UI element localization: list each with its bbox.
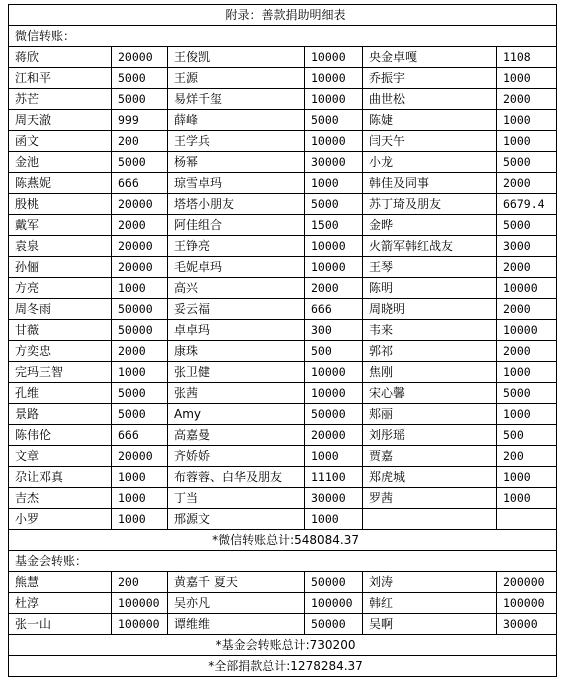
donation-amount: 20000 xyxy=(112,194,168,215)
donation-table xyxy=(8,4,557,677)
table-row xyxy=(9,278,557,299)
table-row xyxy=(9,257,557,278)
donor-name: 邢源文 xyxy=(168,509,305,530)
donor-name: 丁当 xyxy=(168,488,305,509)
donation-amount: 2000 xyxy=(497,257,557,278)
donation-amount: 1108 xyxy=(497,47,557,68)
donation-amount: 666 xyxy=(112,425,168,446)
title-row xyxy=(9,5,557,26)
donor-name: 张一山 xyxy=(9,614,112,635)
donor-name: 火箭军韩红战友 xyxy=(363,236,497,257)
donor-name: 王学兵 xyxy=(168,131,305,152)
table-row xyxy=(9,131,557,152)
donor-name: 高兴 xyxy=(168,278,305,299)
donor-name: 周天澈 xyxy=(9,110,112,131)
donor-name: 易烊千玺 xyxy=(168,89,305,110)
donation-amount: 5000 xyxy=(112,152,168,173)
donation-amount: 1000 xyxy=(112,362,168,383)
donation-amount: 100000 xyxy=(497,593,557,614)
donation-amount: 500 xyxy=(305,341,363,362)
donation-amount: 200000 xyxy=(497,572,557,593)
donation-amount: 500 xyxy=(497,425,557,446)
wechat-total: *微信转账总计:548084.37 xyxy=(9,530,557,551)
donor-name: Amy xyxy=(168,404,305,425)
donor-name: 尕让邓真 xyxy=(9,467,112,488)
donor-name: 刘涛 xyxy=(363,572,497,593)
donor-name: 卓卓玛 xyxy=(168,320,305,341)
donor-name: 杨幂 xyxy=(168,152,305,173)
foundation-total-row xyxy=(9,635,557,656)
table-row xyxy=(9,320,557,341)
donor-name: 孔维 xyxy=(9,383,112,404)
donor-name: 苏丁琦及朋友 xyxy=(363,194,497,215)
donation-amount: 1000 xyxy=(497,404,557,425)
donation-amount: 5000 xyxy=(112,404,168,425)
donor-name: 景路 xyxy=(9,404,112,425)
donation-amount: 1000 xyxy=(497,467,557,488)
donation-amount: 30000 xyxy=(497,614,557,635)
table-row xyxy=(9,89,557,110)
table-row xyxy=(9,488,557,509)
donation-amount: 30000 xyxy=(305,152,363,173)
donation-amount: 50000 xyxy=(305,572,363,593)
donor-name: 曲世松 xyxy=(363,89,497,110)
donor-name: 韩红 xyxy=(363,593,497,614)
donation-amount: 1000 xyxy=(497,68,557,89)
donor-name: 孙俪 xyxy=(9,257,112,278)
donation-amount: 10000 xyxy=(305,257,363,278)
table-row xyxy=(9,467,557,488)
table-row xyxy=(9,110,557,131)
table-row xyxy=(9,446,557,467)
donor-name: 甘薇 xyxy=(9,320,112,341)
table-row xyxy=(9,404,557,425)
donor-name: 陈伟伦 xyxy=(9,425,112,446)
donation-amount: 1000 xyxy=(305,173,363,194)
table-row xyxy=(9,425,557,446)
donor-name: 谭维维 xyxy=(168,614,305,635)
donor-name: 黄嘉千 夏天 xyxy=(168,572,305,593)
donor-name: 殷桃 xyxy=(9,194,112,215)
donor-name: 高嘉曼 xyxy=(168,425,305,446)
table-row xyxy=(9,362,557,383)
donation-amount: 20000 xyxy=(112,47,168,68)
grand-total: *全部捐款总计:1278284.37 xyxy=(9,656,557,677)
donation-amount: 1000 xyxy=(112,278,168,299)
donation-amount xyxy=(497,509,557,530)
donation-amount: 2000 xyxy=(112,215,168,236)
donor-name: 方奕忠 xyxy=(9,341,112,362)
table-row xyxy=(9,383,557,404)
donation-amount: 10000 xyxy=(305,236,363,257)
donor-name: 江和平 xyxy=(9,68,112,89)
donation-amount: 200 xyxy=(112,572,168,593)
donor-name: 琼雪卓玛 xyxy=(168,173,305,194)
donor-name: 戴军 xyxy=(9,215,112,236)
table-row xyxy=(9,614,557,635)
donation-amount: 20000 xyxy=(112,257,168,278)
donor-name: 刘彤瑶 xyxy=(363,425,497,446)
donation-amount: 20000 xyxy=(112,446,168,467)
donor-name: 金池 xyxy=(9,152,112,173)
donor-name: 贾嘉 xyxy=(363,446,497,467)
donation-amount: 10000 xyxy=(305,89,363,110)
donor-name: 杜淳 xyxy=(9,593,112,614)
donor-name: 吴啊 xyxy=(363,614,497,635)
donor-name: 王琴 xyxy=(363,257,497,278)
table-row xyxy=(9,47,557,68)
section-header-row xyxy=(9,26,557,47)
donor-name: 韦来 xyxy=(363,320,497,341)
donation-amount: 5000 xyxy=(497,383,557,404)
donor-name: 郏丽 xyxy=(363,404,497,425)
donation-amount: 5000 xyxy=(305,194,363,215)
donation-amount: 1000 xyxy=(305,509,363,530)
donation-amount: 200 xyxy=(112,131,168,152)
table-row xyxy=(9,236,557,257)
donation-amount: 10000 xyxy=(497,278,557,299)
donation-amount: 50000 xyxy=(305,614,363,635)
table-title: 附录：善款捐助明细表 xyxy=(9,5,557,26)
donor-name: 张卫健 xyxy=(168,362,305,383)
foundation-section-header: 基金会转账： xyxy=(9,551,557,572)
donation-amount: 1000 xyxy=(497,362,557,383)
donor-name: 陈婕 xyxy=(363,110,497,131)
donor-name: 文章 xyxy=(9,446,112,467)
donor-name: 袁泉 xyxy=(9,236,112,257)
donor-name: 宋心馨 xyxy=(363,383,497,404)
table-row xyxy=(9,215,557,236)
donor-name: 蒋欣 xyxy=(9,47,112,68)
donation-amount: 1000 xyxy=(497,131,557,152)
donation-amount: 5000 xyxy=(497,215,557,236)
donor-name: 阿佳组合 xyxy=(168,215,305,236)
table-row xyxy=(9,173,557,194)
donor-name: 妥云福 xyxy=(168,299,305,320)
donor-name: 王铮亮 xyxy=(168,236,305,257)
donor-name: 金晔 xyxy=(363,215,497,236)
donation-amount: 1000 xyxy=(305,446,363,467)
donation-amount: 100000 xyxy=(112,593,168,614)
donation-amount: 20000 xyxy=(112,236,168,257)
donation-amount: 666 xyxy=(305,299,363,320)
donation-amount: 11100 xyxy=(305,467,363,488)
table-row xyxy=(9,593,557,614)
donation-amount: 2000 xyxy=(497,89,557,110)
donor-name: 郭祁 xyxy=(363,341,497,362)
donor-name: 郑虎城 xyxy=(363,467,497,488)
donor-name: 周冬雨 xyxy=(9,299,112,320)
donation-amount: 1000 xyxy=(497,488,557,509)
donor-name: 罗茜 xyxy=(363,488,497,509)
donor-name: 小龙 xyxy=(363,152,497,173)
donation-amount: 50000 xyxy=(305,404,363,425)
grand-total-row xyxy=(9,656,557,677)
donation-amount: 666 xyxy=(112,173,168,194)
donor-name: 吉杰 xyxy=(9,488,112,509)
wechat-section-header: 微信转账： xyxy=(9,26,557,47)
donor-name: 布蓉蓉、白华及朋友 xyxy=(168,467,305,488)
donation-amount: 2000 xyxy=(112,341,168,362)
donation-amount: 2000 xyxy=(497,341,557,362)
donation-amount: 5000 xyxy=(305,110,363,131)
donation-amount: 10000 xyxy=(305,131,363,152)
wechat-total-row xyxy=(9,530,557,551)
donor-name: 函文 xyxy=(9,131,112,152)
donor-name: 苏芒 xyxy=(9,89,112,110)
donation-amount: 5000 xyxy=(112,68,168,89)
donation-amount: 1000 xyxy=(112,509,168,530)
donation-amount: 30000 xyxy=(305,488,363,509)
donor-name: 康珠 xyxy=(168,341,305,362)
donation-amount: 5000 xyxy=(112,89,168,110)
table-row xyxy=(9,194,557,215)
donor-name: 完玛三智 xyxy=(9,362,112,383)
donation-amount: 1000 xyxy=(112,488,168,509)
donation-amount: 10000 xyxy=(305,362,363,383)
donor-name: 王源 xyxy=(168,68,305,89)
donation-amount: 100000 xyxy=(112,614,168,635)
donation-amount: 3000 xyxy=(497,236,557,257)
donation-amount: 300 xyxy=(305,320,363,341)
donor-name: 陈明 xyxy=(363,278,497,299)
table-row xyxy=(9,572,557,593)
donor-name: 闫天午 xyxy=(363,131,497,152)
donor-name: 吴亦凡 xyxy=(168,593,305,614)
table-row xyxy=(9,341,557,362)
donation-amount: 999 xyxy=(112,110,168,131)
donor-name: 张茜 xyxy=(168,383,305,404)
donation-amount: 50000 xyxy=(112,299,168,320)
donation-amount: 10000 xyxy=(497,320,557,341)
donor-name: 周晓明 xyxy=(363,299,497,320)
table-row xyxy=(9,152,557,173)
donor-name: 熊慧 xyxy=(9,572,112,593)
donation-amount: 2000 xyxy=(497,299,557,320)
donation-amount: 5000 xyxy=(497,152,557,173)
donor-name: 薛峰 xyxy=(168,110,305,131)
donor-name: 塔塔小朋友 xyxy=(168,194,305,215)
donor-name: 韩佳及同事 xyxy=(363,173,497,194)
donor-name: 方亮 xyxy=(9,278,112,299)
donation-amount: 1500 xyxy=(305,215,363,236)
donation-amount: 10000 xyxy=(305,383,363,404)
donor-name: 毛妮卓玛 xyxy=(168,257,305,278)
donor-name: 王俊凯 xyxy=(168,47,305,68)
donation-amount: 2000 xyxy=(497,173,557,194)
donation-amount: 6679.4 xyxy=(497,194,557,215)
donation-amount: 100000 xyxy=(305,593,363,614)
donor-name: 齐娇娇 xyxy=(168,446,305,467)
donor-name: 乔振宇 xyxy=(363,68,497,89)
table-row xyxy=(9,299,557,320)
donation-amount: 50000 xyxy=(112,320,168,341)
donation-amount: 2000 xyxy=(305,278,363,299)
donation-amount: 5000 xyxy=(112,383,168,404)
donor-name: 陈燕妮 xyxy=(9,173,112,194)
table-row xyxy=(9,68,557,89)
donation-amount: 200 xyxy=(497,446,557,467)
donation-amount: 1000 xyxy=(112,467,168,488)
foundation-total: *基金会转账总计:730200 xyxy=(9,635,557,656)
table-row xyxy=(9,509,557,530)
donor-name: 央金卓嘎 xyxy=(363,47,497,68)
donation-amount: 20000 xyxy=(305,425,363,446)
donor-name: 小罗 xyxy=(9,509,112,530)
donor-name: 焦刚 xyxy=(363,362,497,383)
donation-amount: 10000 xyxy=(305,47,363,68)
foundation-section-header-row xyxy=(9,551,557,572)
donor-name xyxy=(363,509,497,530)
donation-amount: 1000 xyxy=(497,110,557,131)
donation-amount: 10000 xyxy=(305,68,363,89)
